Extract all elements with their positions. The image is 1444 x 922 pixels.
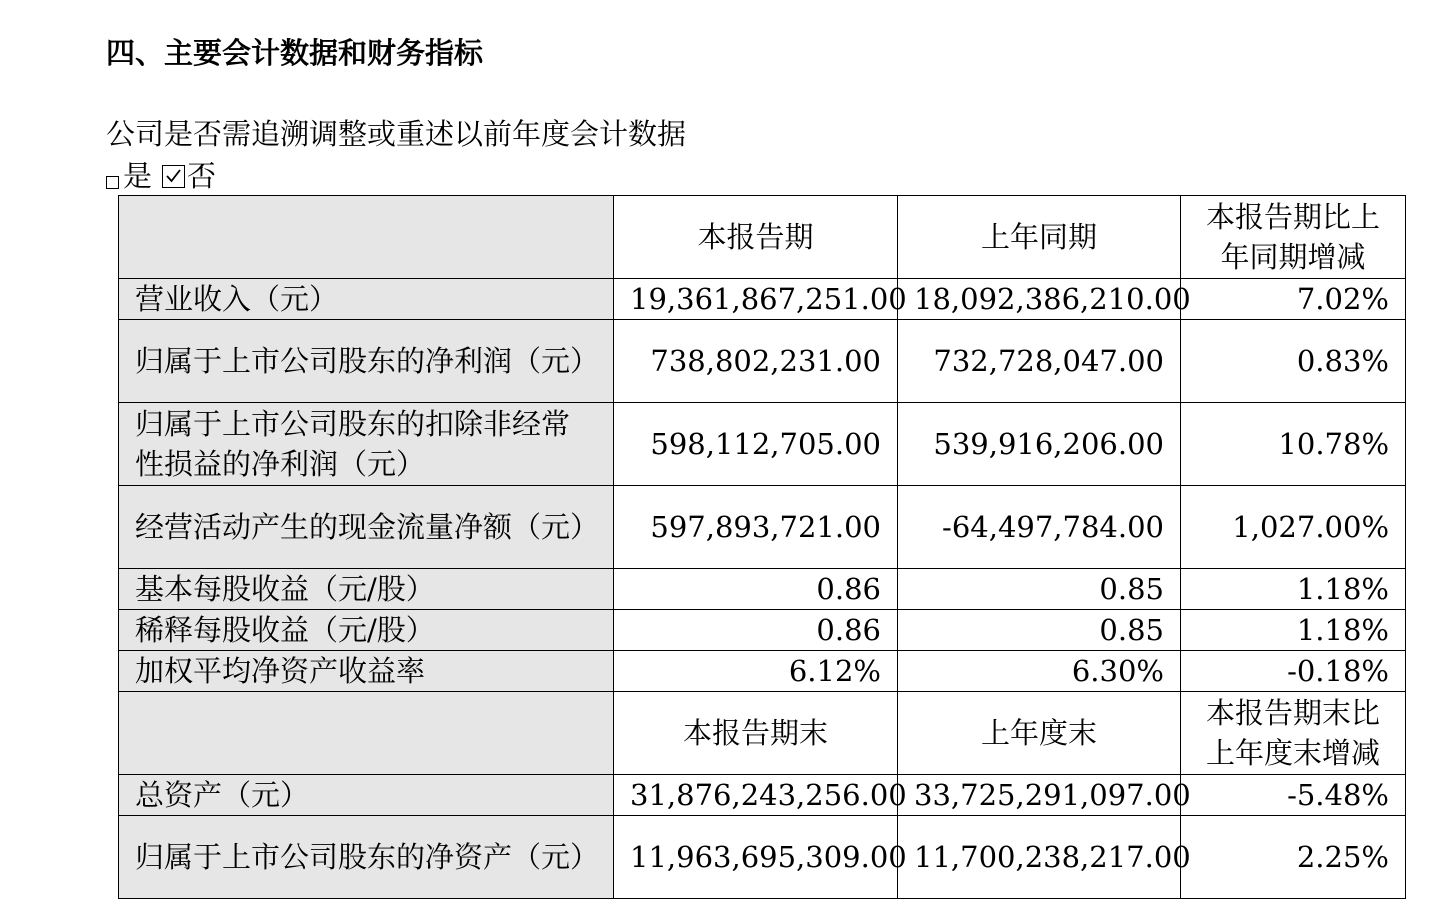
row-prior-value: 11,700,238,217.00: [898, 816, 1181, 899]
row-change-value: 10.78%: [1181, 403, 1406, 486]
row-prior-value: -64,497,784.00: [898, 486, 1181, 569]
row-label: 归属于上市公司股东的净利润（元）: [119, 320, 614, 403]
row-change-value: 7.02%: [1181, 279, 1406, 320]
row-current-value: 0.86: [614, 610, 898, 651]
table-row: [119, 403, 1406, 486]
table-subheader-row: [119, 692, 1406, 775]
row-current-value: 6.12%: [614, 651, 898, 692]
row-label: 归属于上市公司股东的净资产（元）: [119, 816, 614, 899]
key-financial-indicators-table: [118, 195, 1406, 899]
table-row: [119, 320, 1406, 403]
row-change-value: 2.25%: [1181, 816, 1406, 899]
yes-checkbox[interactable]: [106, 176, 119, 189]
section-title: 四、主要会计数据和财务指标: [106, 36, 484, 70]
table-row: [119, 651, 1406, 692]
row-prior-value: 0.85: [898, 569, 1181, 610]
row-current-value: 19,361,867,251.00: [614, 279, 898, 320]
row-label: 经营活动产生的现金流量净额（元）: [119, 486, 614, 569]
row-label: 稀释每股收益（元/股）: [119, 610, 614, 651]
row-change-value: 1.18%: [1181, 569, 1406, 610]
no-label: 否: [187, 159, 217, 193]
row-change-value: 0.83%: [1181, 320, 1406, 403]
header-change: 本报告期比上年同期增减: [1181, 196, 1406, 279]
table-row: [119, 610, 1406, 651]
table-row: [119, 816, 1406, 899]
row-prior-value: 0.85: [898, 610, 1181, 651]
row-current-value: 0.86: [614, 569, 898, 610]
row-label: 营业收入（元）: [119, 279, 614, 320]
row-label: 加权平均净资产收益率: [119, 651, 614, 692]
row-prior-value: 732,728,047.00: [898, 320, 1181, 403]
restatement-question: 公司是否需追溯调整或重述以前年度会计数据: [106, 117, 687, 151]
no-checkbox-checked[interactable]: [162, 165, 185, 188]
row-label: 归属于上市公司股东的扣除非经常性损益的净利润（元）: [119, 403, 614, 486]
row-change-value: 1,027.00%: [1181, 486, 1406, 569]
row-prior-value: 33,725,291,097.00: [898, 775, 1181, 816]
checkmark-icon: [164, 167, 183, 186]
row-prior-value: 18,092,386,210.00: [898, 279, 1181, 320]
subheader-blank-cell: [119, 692, 614, 775]
row-change-value: -0.18%: [1181, 651, 1406, 692]
row-label: 总资产（元）: [119, 775, 614, 816]
restatement-options: [106, 156, 216, 196]
row-change-value: -5.48%: [1181, 775, 1406, 816]
row-label: 基本每股收益（元/股）: [119, 569, 614, 610]
table-header-row: [119, 196, 1406, 279]
table-row: [119, 486, 1406, 569]
header-blank-cell: [119, 196, 614, 279]
row-current-value: 738,802,231.00: [614, 320, 898, 403]
header-current-period: 本报告期: [614, 196, 898, 279]
table-row: [119, 279, 1406, 320]
table-row: [119, 775, 1406, 816]
yes-label: 是: [123, 159, 153, 193]
header-period-end: 本报告期末: [614, 692, 898, 775]
row-current-value: 598,112,705.00: [614, 403, 898, 486]
header-prior-year-end: 上年度末: [898, 692, 1181, 775]
header-period-end-change: 本报告期末比上年度末增减: [1181, 692, 1406, 775]
row-current-value: 11,963,695,309.00: [614, 816, 898, 899]
table-row: [119, 569, 1406, 610]
row-current-value: 597,893,721.00: [614, 486, 898, 569]
header-prior-period: 上年同期: [898, 196, 1181, 279]
row-current-value: 31,876,243,256.00: [614, 775, 898, 816]
row-change-value: 1.18%: [1181, 610, 1406, 651]
row-prior-value: 539,916,206.00: [898, 403, 1181, 486]
row-prior-value: 6.30%: [898, 651, 1181, 692]
